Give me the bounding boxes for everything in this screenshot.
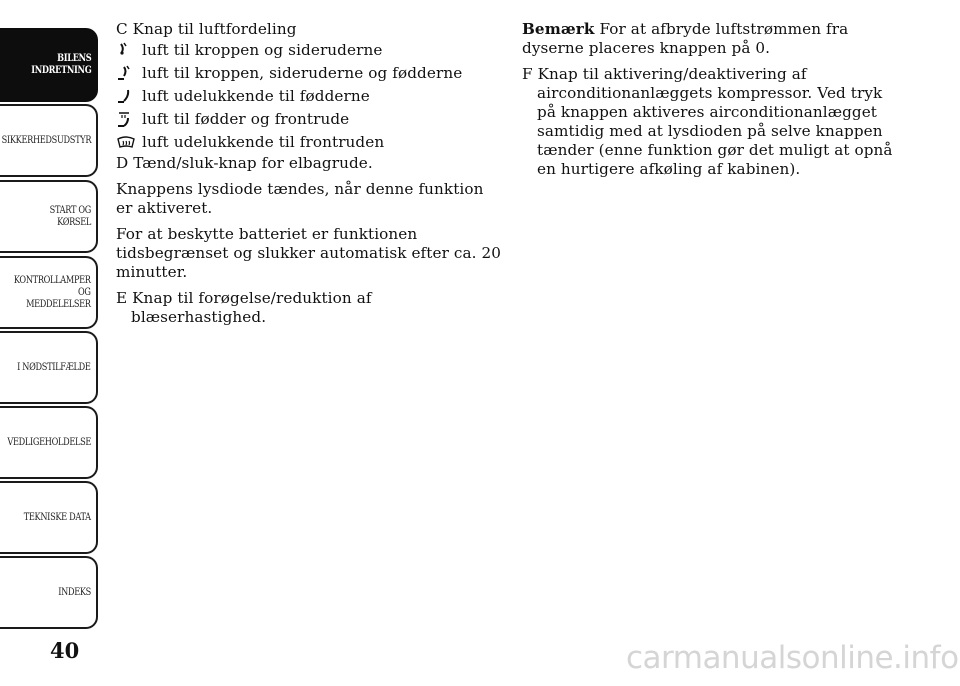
note-text: For at afbryde luftstrømmen fra dyserne placeres knappen på 0. xyxy=(522,20,849,57)
tab-label: SIKKERHEDSUDSTYR xyxy=(1,134,91,146)
tab-start-og-korsel[interactable] xyxy=(0,180,98,253)
airflow-option-text: luft udelukkende til fødderne xyxy=(142,87,370,105)
airflow-option-text: luft udelukkende til frontruden xyxy=(142,133,385,151)
tab-tekniske-data[interactable] xyxy=(0,481,98,554)
windshield-defrost-icon xyxy=(116,133,142,153)
tab-indeks[interactable] xyxy=(0,556,98,629)
item-e: E Knap til forøgelse/reduktion af blæserhastighed. xyxy=(116,289,372,326)
tab-kontrollamper[interactable] xyxy=(0,256,98,329)
airflow-option xyxy=(116,108,501,131)
airflow-option-text: luft til kroppen, sideruderne og fødderne xyxy=(142,64,463,82)
tab-label: TEKNISKE DATA xyxy=(23,511,91,523)
right-column xyxy=(522,20,902,179)
airflow-feet-icon xyxy=(116,87,142,107)
item-d: D Tænd/sluk-knap for elbagrude. xyxy=(116,154,373,172)
paragraph: Knappens lysdiode tændes, når denne funktion er aktiveret. xyxy=(116,180,484,217)
tab-label: BILENS INDRETNING xyxy=(30,53,91,76)
note xyxy=(522,20,902,58)
tab-bilens-indretning[interactable] xyxy=(0,28,98,102)
airflow-option xyxy=(116,85,501,108)
tab-label: START OG KØRSEL xyxy=(49,204,91,228)
tab-label: I NØDSTILFÆLDE xyxy=(17,361,91,373)
airflow-option-text: luft til fødder og frontrude xyxy=(142,110,350,128)
airflow-option xyxy=(116,62,501,85)
item-f: F Knap til aktivering/deaktivering af airconditionanlæggets kompressor. Ved tryk på knappen aktiveres airconditionanlægget samtidig med at lysdioden på selve knappen tænder (enne funktion gør det muligt at opnå en hurtigere afkøling af kabinen). xyxy=(522,65,893,178)
airflow-body-feet-icon xyxy=(116,64,142,84)
paragraph: For at beskytte batteriet er funktionen tidsbegrænset og slukker automatisk efter ca. 20 minutter. xyxy=(116,225,501,281)
tab-i-nodstilfaelde[interactable] xyxy=(0,331,98,404)
note-label: Bemærk xyxy=(522,20,595,38)
airflow-option xyxy=(116,39,501,62)
tab-label: VEDLIGEHOLDELSE xyxy=(7,436,91,448)
airflow-body-icon xyxy=(116,41,142,61)
item-c-heading: C Knap til luftfordeling xyxy=(116,20,297,38)
airflow-option-text: luft til kroppen og sideruderne xyxy=(142,41,383,59)
tab-vedligeholdelse[interactable] xyxy=(0,406,98,479)
page-number: 40 xyxy=(50,638,80,663)
tab-label: KONTROLLAMPER OG MEDDELELSER xyxy=(14,274,91,310)
tab-sikkerhedsudstyr[interactable] xyxy=(0,104,98,177)
airflow-option xyxy=(116,131,501,154)
left-column xyxy=(116,20,501,327)
tab-label: INDEKS xyxy=(58,586,91,598)
airflow-feet-windshield-icon xyxy=(116,110,142,130)
watermark: carmanualsonline.info xyxy=(626,640,959,676)
